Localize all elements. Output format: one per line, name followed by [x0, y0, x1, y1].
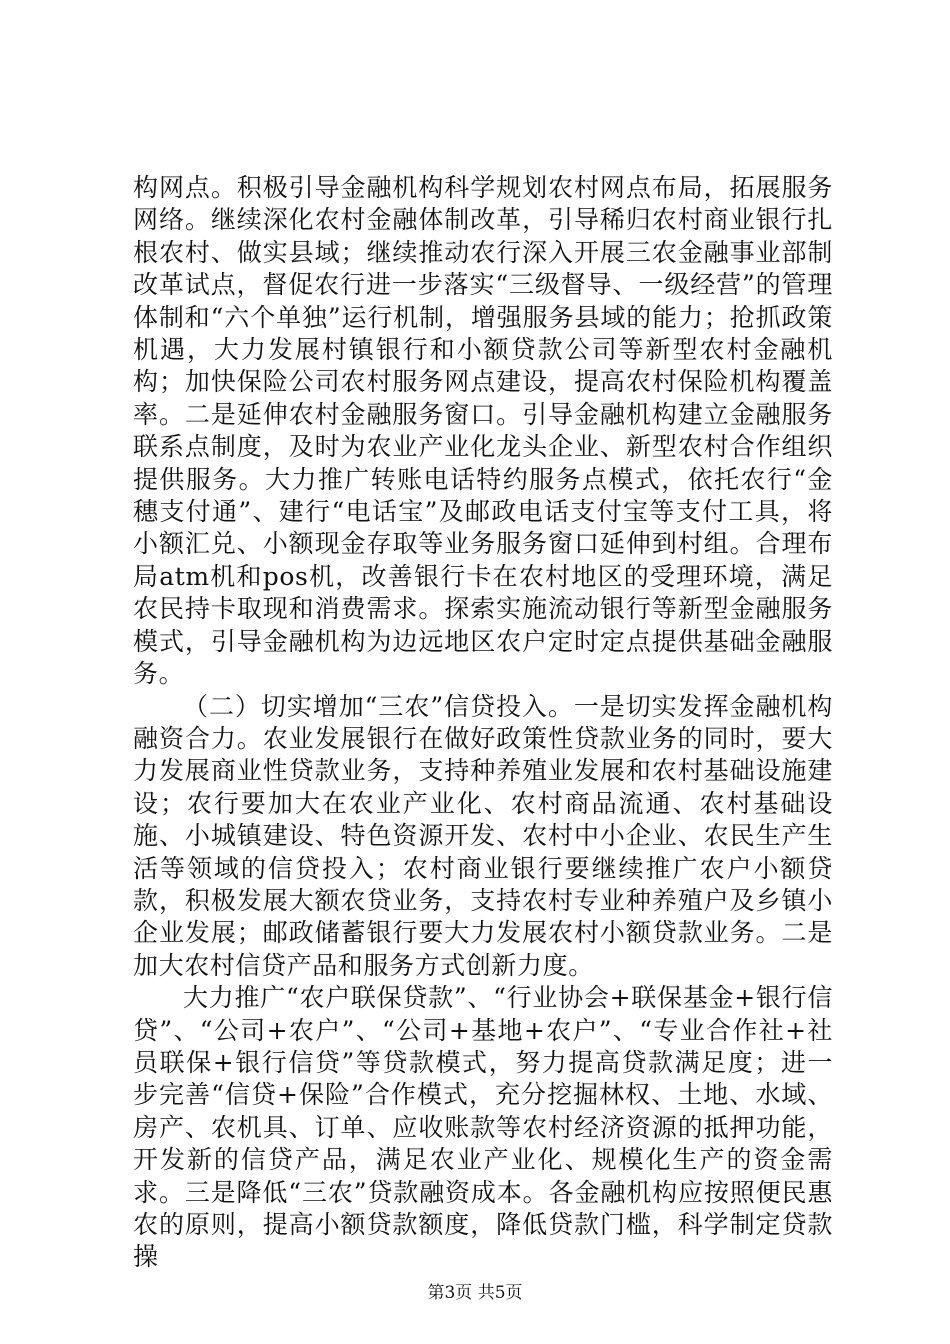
paragraph-1: 构网点。积极引导金融机构科学规划农村网点布局，拓展服务网络。继续深化农村金融体制改革，引导稀归农村商业银行扎根农村、做实县域；继续推动农行深入开展三农金融事业部制改革试点，督促农行进一步落实“三级督导、一级经营”的管理体制和“六个单独”运行机制，增强服务县域的能力；抢抓政策机遇，大力发展村镇银行和小额贷款公司等新型农村金融机构；加快保险公司农村服务网点建设，提高农村保险机构覆盖率。二是延伸农村金融服务窗口。引导金融机构建立金融服务联系点制度，及时为农业产业化龙头企业、新型农村合作组织提供服务。大力推广转账电话特约服务点模式，依托农行“金穗支付通”、建行“电话宝”及邮政电话支付宝等支付工具，将小额汇兑、小额现金存取等业务服务窗口延伸到村组。合理布局atm机和pos机，改善银行卡在农村地区的受理环境，满足农民持卡取现和消费需求。探索实施流动银行等新型金融服务模式，引导金融机构为边远地区农户定时定点提供基础金融服务。 [133, 173, 833, 689]
paragraph-2: （二）切实增加“三农”信贷投入。一是切实发挥金融机构融资合力。农业发展银行在做好政策性贷款业务的同时，要大力发展商业性贷款业务，支持种养殖业发展和农村基础设施建设；农行要加大在农业产业化、农村商品流通、农村基础设施、小城镇建设、特色资源开发、农村中小企业、农民生产生活等领域的信贷投入；农村商业银行要继续推广农户小额贷款，积极发展大额农贷业务，支持农村专业种养殖户及乡镇小企业发展；邮政储蓄银行要大力发展农村小额贷款业务。二是加大农村信贷产品和服务方式创新力度。 [133, 691, 833, 980]
paragraph-3: 大力推广“农户联保贷款”、“行业协会+联保基金+银行信贷”、“公司+农户”、“公司+基地+农户”、“专业合作社+社员联保+银行信贷”等贷款模式，努力提高贷款满足度；进一步完善“信贷+保险”合作模式，充分挖掘林权、土地、水域、房产、农机具、订单、应收账款等农村经济资源的抵押功能，开发新的信贷产品，满足农业产业化、规模化生产的资金需求。三是降低“三农”贷款融资成本。各金融机构应按照便民惠农的原则，提高小额贷款额度，降低贷款门槛，科学制定贷款操 [133, 983, 833, 1272]
page-number-footer: 第3页 共5页 [427, 1283, 523, 1303]
document-body [133, 172, 833, 1274]
